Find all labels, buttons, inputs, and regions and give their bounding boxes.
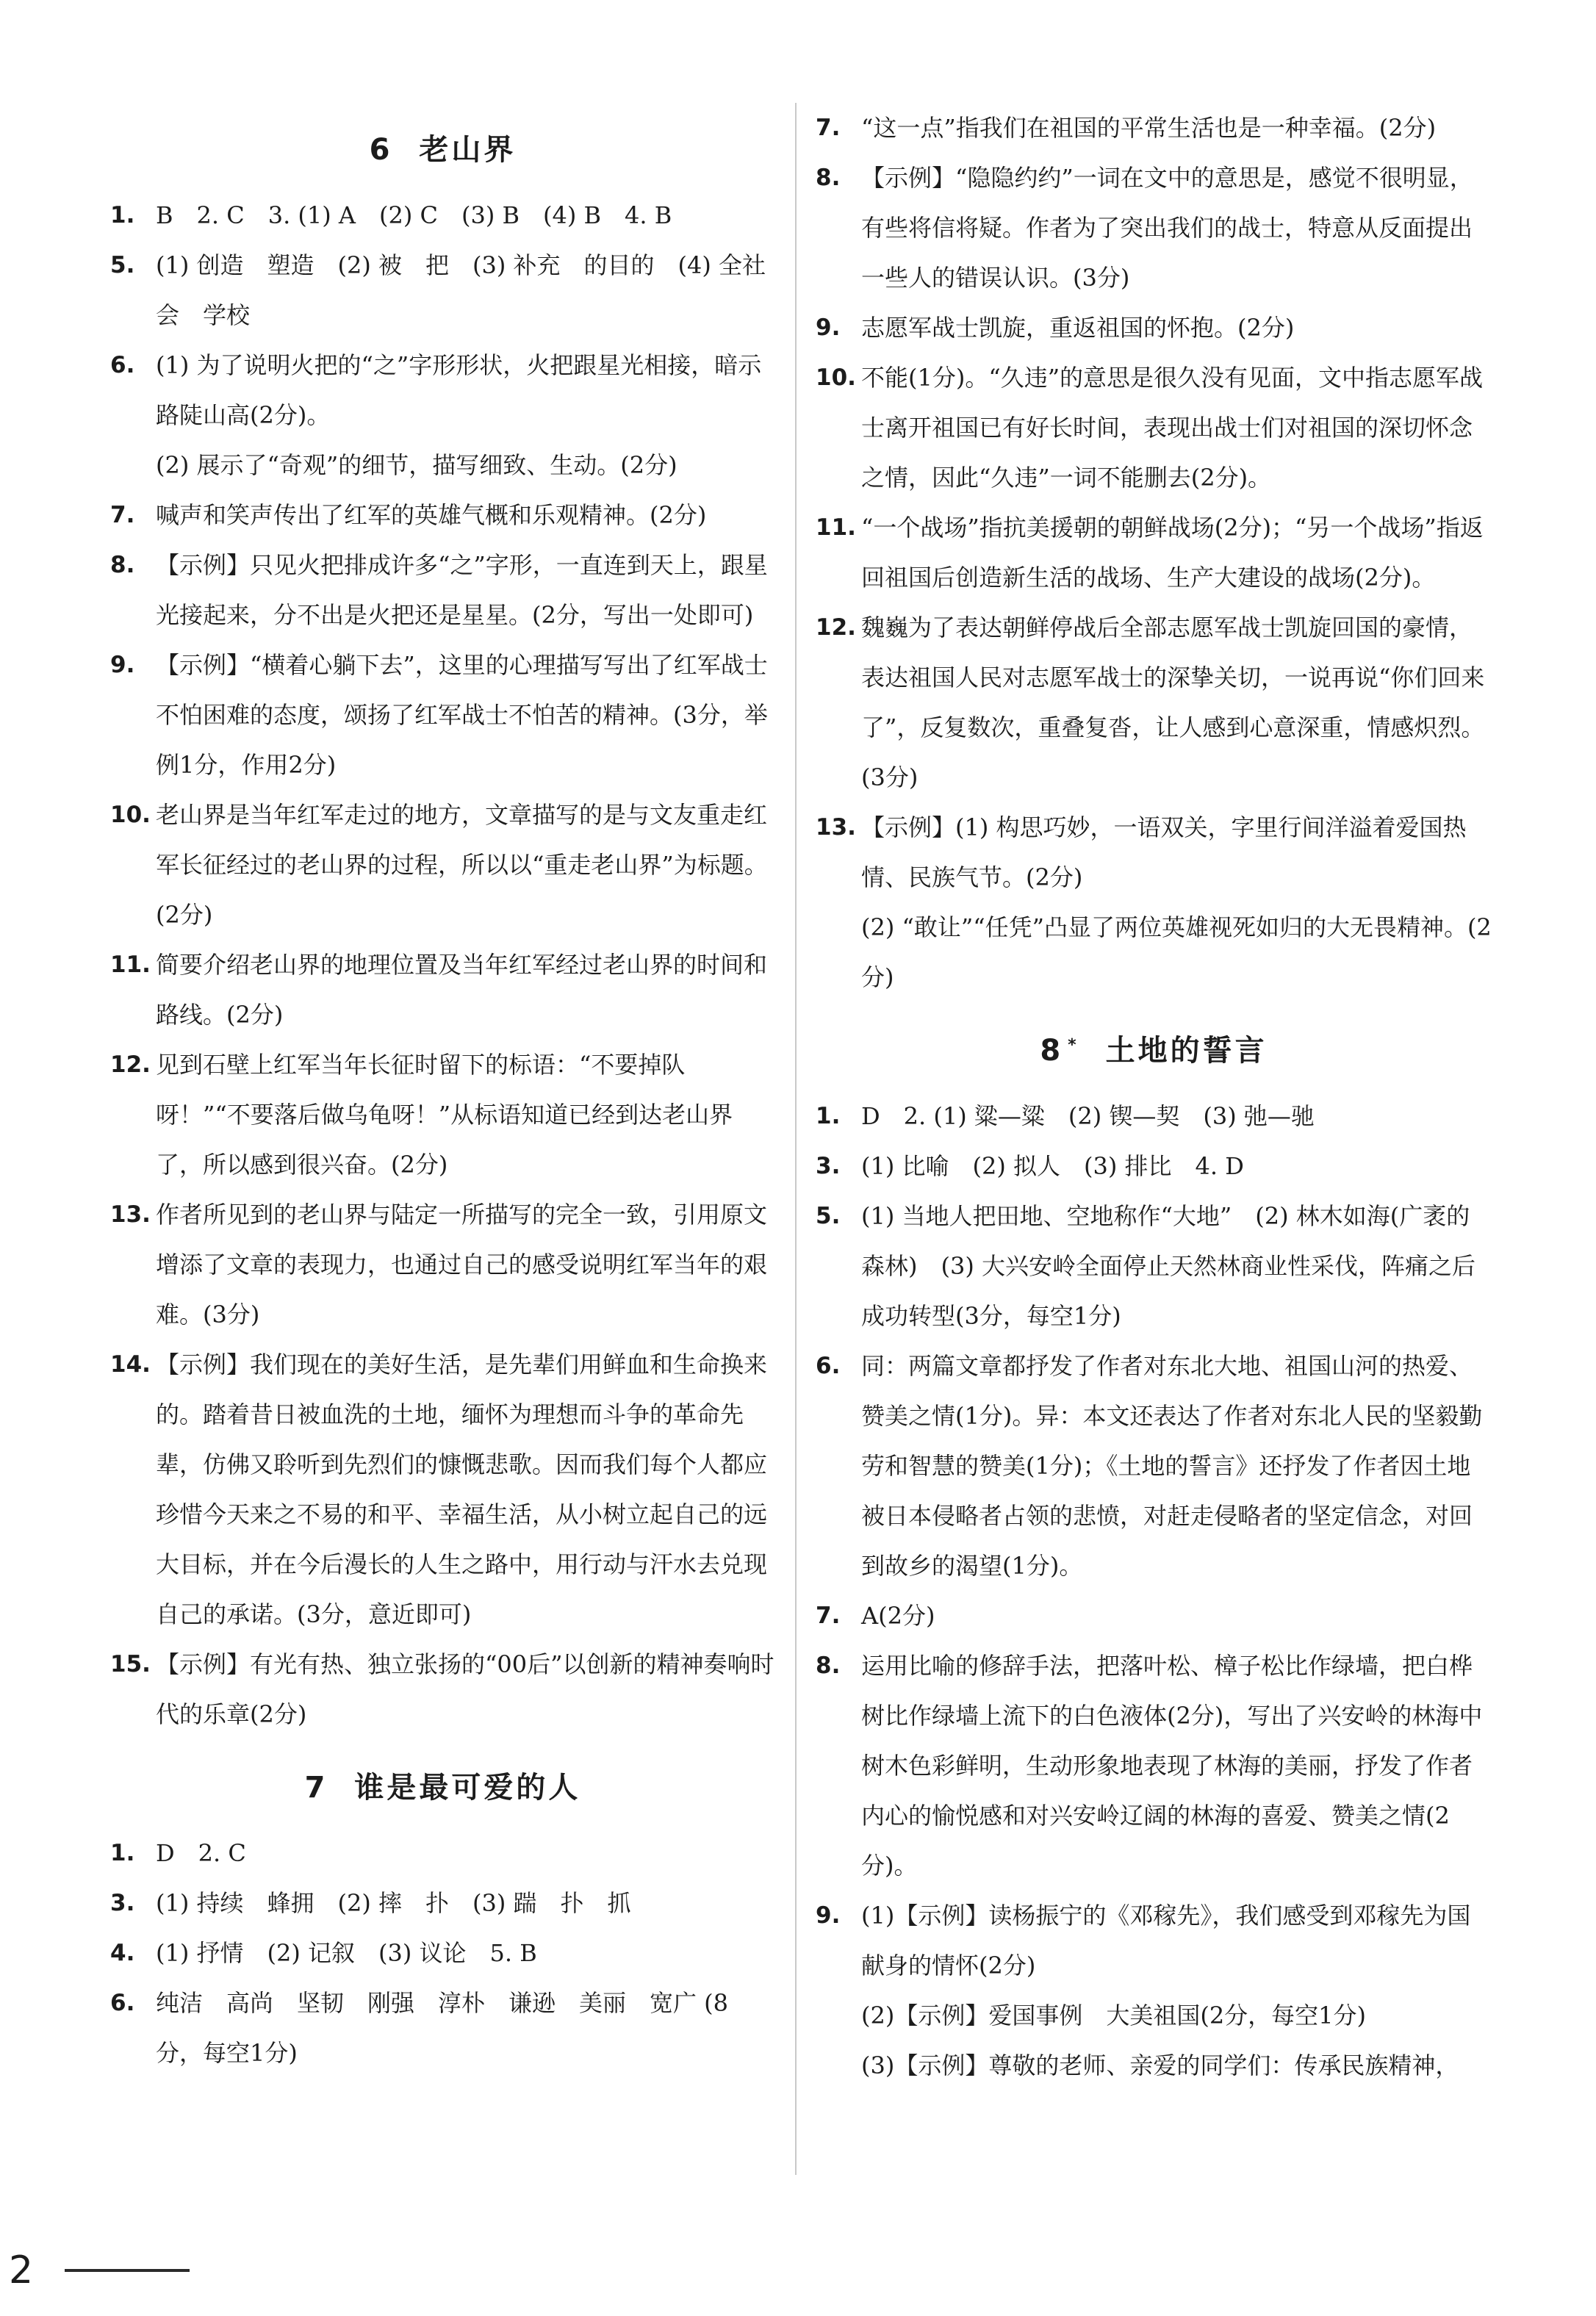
answer-number: 7. — [816, 115, 841, 141]
answer-number: 3. — [816, 1153, 841, 1179]
answer-number: 1. — [816, 1103, 841, 1129]
answer-item — [110, 1828, 775, 1878]
section-7-answers-continued — [816, 103, 1492, 1002]
answer-text: 简要介绍老山界的地理位置及当年红军经过老山界的时间和路线。(2分) — [156, 951, 768, 1029]
answer-subtext: (3)【示例】尊敬的老师、亲爱的同学们：传承民族精神， — [861, 2051, 1459, 2079]
answer-text: 老山界是当年红军走过的地方，文章描写的是与文友重走红军长征经过的老山界的过程，所以以“重走老山界”为标题。(2分) — [156, 801, 768, 929]
answer-text: (1) 创造 塑造 (2) 被 把 (3) 补充 的目的 (4) 全社会 学校 — [156, 251, 766, 329]
answer-item — [816, 1141, 1492, 1191]
answer-number: 12. — [110, 1051, 151, 1078]
answer-item — [110, 1040, 775, 1190]
answer-number: 10. — [816, 364, 856, 391]
section-8-answers — [816, 1091, 1492, 2090]
section-7-heading: 谁是最可爱的人 — [354, 1771, 581, 1805]
answer-item — [110, 190, 775, 240]
section-6-title — [110, 126, 775, 168]
answer-text: 纯洁 高尚 坚韧 刚强 淳朴 谦逊 美丽 宽广 (8分，每空1分) — [156, 1989, 729, 2067]
answer-number: 13. — [110, 1201, 151, 1228]
answer-item — [816, 1091, 1492, 1141]
answer-number: 10. — [110, 802, 151, 828]
answer-number: 9. — [816, 314, 841, 341]
answer-number: 5. — [816, 1203, 841, 1229]
answer-number: 6. — [110, 1990, 135, 2016]
answer-number: 8. — [816, 1653, 841, 1679]
answer-item — [110, 1978, 775, 2078]
answer-text: 【示例】“横着心躺下去”，这里的心理描写写出了红军战士不怕困难的态度，颂扬了红军战士不怕苦的精神。(3分，举例1分，作用2分) — [156, 651, 768, 779]
answer-item — [816, 503, 1492, 603]
answer-number: 6. — [816, 1353, 841, 1379]
answer-number: 7. — [110, 502, 135, 528]
answer-item — [110, 340, 775, 490]
answer-number: 5. — [110, 252, 135, 278]
section-7-number: 7 — [304, 1771, 328, 1805]
answer-text: 【示例】有光有热、独立张扬的“00后”以创新的精神奏响时代的乐章(2分) — [156, 1650, 774, 1728]
answer-number: 6. — [110, 352, 135, 378]
section-7-title — [110, 1764, 775, 1806]
answer-text: B 2. C 3. (1) A (2) C (3) B (4) B 4. B — [156, 201, 672, 229]
answer-number: 12. — [816, 614, 856, 641]
answer-item — [816, 1591, 1492, 1641]
answer-number: 15. — [110, 1651, 151, 1677]
answer-number: 1. — [110, 1840, 135, 1866]
answer-number: 4. — [110, 1940, 135, 1966]
answer-text: (1) 持续 蜂拥 (2) 摔 扑 (3) 踹 扑 抓 — [156, 1889, 631, 1917]
answer-text: D 2. C — [156, 1839, 246, 1867]
answer-text: 【示例】我们现在的美好生活，是先辈们用鲜血和生命换来的。踏着昔日被血洗的土地，缅怀为理想而斗争的革命先辈，仿佛又聆听到先烈们的慷慨悲歌。因而我们每个人都应珍惜今天来之不易的和平、幸福生活，从小树立起自己的远大目标，并在今后漫长的人生之路中，用行动与汗水去兑现自己的承诺。(3分，意近即可) — [156, 1351, 768, 1628]
answer-text: (1) 比喻 (2) 拟人 (3) 排比 4. D — [861, 1152, 1244, 1180]
page-number: 2 — [9, 2248, 34, 2292]
column-divider — [795, 103, 797, 2175]
answer-subtext: (2) 展示了“奇观”的细节，描写细致、生动。(2分) — [156, 451, 677, 479]
answer-number: 3. — [110, 1890, 135, 1916]
answer-number: 11. — [110, 952, 151, 978]
section-6-heading: 老山界 — [419, 133, 517, 167]
answer-item — [816, 1341, 1492, 1591]
answer-item — [110, 790, 775, 940]
answer-text: 不能(1分)。“久违”的意思是很久没有见面，文中指志愿军战士离开祖国已有好长时间，表现出战士们对祖国的深切怀念之情，因此“久违”一词不能删去(2分)。 — [861, 364, 1484, 492]
section-7-answers — [110, 1828, 775, 2078]
answer-item — [816, 103, 1492, 153]
section-8-heading: 土地的誓言 — [1105, 1034, 1268, 1068]
answer-text: 喊声和笑声传出了红军的英雄气概和乐观精神。(2分) — [156, 501, 707, 529]
answer-text: “这一点”指我们在祖国的平常生活也是一种幸福。(2分) — [861, 114, 1437, 142]
answer-number: 1. — [110, 202, 135, 229]
answer-item — [816, 353, 1492, 503]
answer-number: 11. — [816, 514, 856, 541]
answer-item — [816, 1891, 1492, 2090]
answer-number: 8. — [816, 165, 841, 191]
answer-item — [816, 1191, 1492, 1341]
answer-text: 【示例】只见火把排成许多“之”字形，一直连到天上，跟星光接起来，分不出是火把还是星星。(2分，写出一处即可) — [156, 551, 768, 629]
answer-item — [110, 1190, 775, 1339]
answer-item — [816, 1641, 1492, 1891]
answer-text: 【示例】(1) 构思巧妙，一语双关，字里行间洋溢着爱国热情、民族气节。(2分) — [861, 813, 1467, 891]
answer-item — [110, 640, 775, 790]
answer-item — [816, 303, 1492, 353]
answer-item — [816, 603, 1492, 802]
page-number-rule — [65, 2269, 190, 2272]
answer-text: (1)【示例】读杨振宁的《邓稼先》，我们感受到邓稼先为国献身的情怀(2分) — [861, 1902, 1471, 1979]
answer-item — [110, 540, 775, 640]
answer-text: (1) 当地人把田地、空地称作“大地” (2) 林木如海(广袤的森林) (3) 大兴安岭全面停止天然林商业性采伐，阵痛之后成功转型(3分，每空1分) — [861, 1202, 1475, 1330]
answer-text: 同：两篇文章都抒发了作者对东北大地、祖国山河的热爱、赞美之情(1分)。异：本文还表达了作者对东北人民的坚毅勤劳和智慧的赞美(1分)；《土地的誓言》还抒发了作者因土地被日本侵略者占领的悲愤，对赶走侵略者的坚定信念，对回到故乡的渴望(1分)。 — [861, 1352, 1483, 1580]
answer-item — [110, 1639, 775, 1739]
answer-text: (1) 抒情 (2) 记叙 (3) 议论 5. B — [156, 1939, 537, 1967]
answer-item — [110, 240, 775, 340]
answer-number: 13. — [816, 814, 856, 841]
answer-item — [816, 153, 1492, 303]
answer-number: 14. — [110, 1351, 151, 1378]
answer-item — [110, 940, 775, 1040]
section-8-star: * — [1068, 1035, 1079, 1054]
answer-subtext: (2)【示例】爱国事例 大美祖国(2分，每空1分) — [861, 2002, 1367, 2029]
answer-item — [816, 802, 1492, 1002]
answer-item — [110, 1878, 775, 1928]
answer-text: 见到石壁上红军当年长征时留下的标语：“不要掉队呀！”“不要落后做乌龟呀！”从标语知道已经到达老山界了，所以感到很兴奋。(2分) — [156, 1051, 733, 1179]
answer-number: 9. — [110, 652, 135, 678]
answer-text: 运用比喻的修辞手法，把落叶松、樟子松比作绿墙，把白桦树比作绿墙上流下的白色液体(2分)，写出了兴安岭的林海中树木色彩鲜明，生动形象地表现了林海的美丽，抒发了作者内心的愉悦感和对兴安岭辽阔的林海的喜爱、赞美之情(2分)。 — [861, 1652, 1483, 1880]
section-8-number: 8 — [1040, 1034, 1064, 1068]
answer-text: 志愿军战士凯旋，重返祖国的怀抱。(2分) — [861, 314, 1295, 342]
answer-item — [110, 1928, 775, 1978]
answer-text: A(2分) — [861, 1602, 935, 1630]
section-8-title — [816, 1027, 1492, 1069]
section-6-answers — [110, 190, 775, 1739]
answer-text: “一个战场”指抗美援朝的朝鲜战场(2分)；“另一个战场”指返回祖国后创造新生活的战场、生产大建设的战场(2分)。 — [861, 514, 1484, 591]
answer-item — [110, 490, 775, 540]
right-column — [816, 103, 1492, 2090]
answer-text: D 2. (1) 粱—粱 (2) 锲—契 (3) 弛—驰 — [861, 1102, 1315, 1130]
answer-text: 【示例】“隐隐约约”一词在文中的意思是，感觉不很明显，有些将信将疑。作者为了突出我们的战士，特意从反面提出一些人的错误认识。(3分) — [861, 164, 1473, 292]
left-column — [110, 103, 775, 2078]
answer-text: 魏巍为了表达朝鲜停战后全部志愿军战士凯旋回国的豪情，表达祖国人民对志愿军战士的深挚关切，一说再说“你们回来了”，反复数次，重叠复沓，让人感到心意深重，情感炽烈。(3分) — [861, 614, 1485, 791]
answer-subtext: (2) “敢让”“任凭”凸显了两位英雄视死如归的大无畏精神。(2分) — [861, 913, 1492, 991]
answer-number: 9. — [816, 1902, 841, 1929]
answer-number: 7. — [816, 1603, 841, 1629]
section-6-number: 6 — [369, 133, 393, 167]
answer-text: 作者所见到的老山界与陆定一所描写的完全一致，引用原文增添了文章的表现力，也通过自己的感受说明红军当年的艰难。(3分) — [156, 1201, 768, 1328]
answer-text: (1) 为了说明火把的“之”字形形状，火把跟星光相接，暗示路陡山高(2分)。 — [156, 351, 762, 429]
answer-number: 8. — [110, 552, 135, 578]
answer-item — [110, 1339, 775, 1639]
